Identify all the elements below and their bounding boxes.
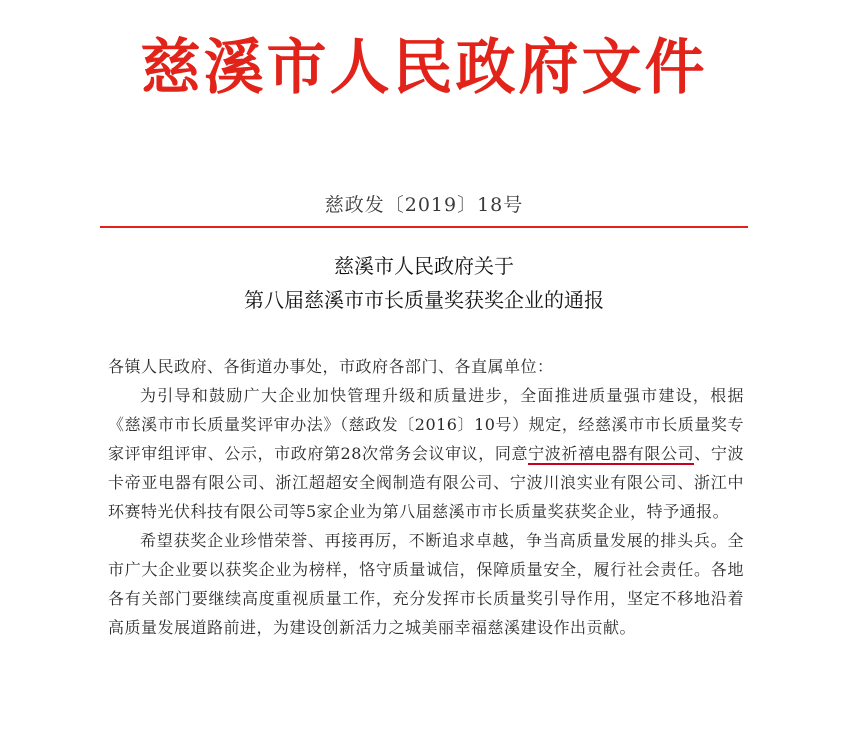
- masthead-title: 慈溪市人民政府文件: [140, 33, 708, 103]
- salutation: 各镇人民政府、各街道办事处，市政府各部门、各直属单位：: [108, 357, 554, 376]
- paragraph-1-rest: 、宁波卡帝亚电器有限公司、浙江超超安全阀制造有限公司、宁波川浪实业有限公司、浙江中环赛特光伏科技有限公司等5家企业为第八届慈溪市市长质量奖获奖企业，特予通报。: [108, 444, 744, 521]
- notice-title-line1: 慈溪市人民政府关于: [334, 254, 514, 278]
- notice-title-line2: 第八届慈溪市市长质量奖获奖企业的通报: [244, 288, 604, 312]
- document-number: 慈政发〔2019〕18号: [324, 194, 524, 216]
- red-divider-line: [100, 226, 748, 228]
- paragraph-1-text: 为引导和鼓励广大企业加快管理升级和质量进步，全面推进质量强市建设，根据《慈溪市市长质量奖评审办法》（慈政发〔2016〕10号）规定，经慈溪市市长质量奖专家评审组评审、公示，市政府第28次常务会议审议，同意: [108, 386, 744, 463]
- paragraph-1: [108, 381, 744, 526]
- notice-body: [108, 352, 744, 642]
- highlighted-company: 宁波祈禧电器有限公司: [528, 444, 695, 463]
- paragraph-2: 希望获奖企业珍惜荣誉、再接再厉，不断追求卓越，争当高质量发展的排头兵。全市广大企业要以获奖企业为榜样，恪守质量诚信，保障质量安全，履行社会责任。各地各有关部门要继续高度重视质量工作，充分发挥市长质量奖引导作用，坚定不移地沿着高质量发展道路前进，为建设创新活力之城美丽幸福慈溪建设作出贡献。: [108, 531, 744, 637]
